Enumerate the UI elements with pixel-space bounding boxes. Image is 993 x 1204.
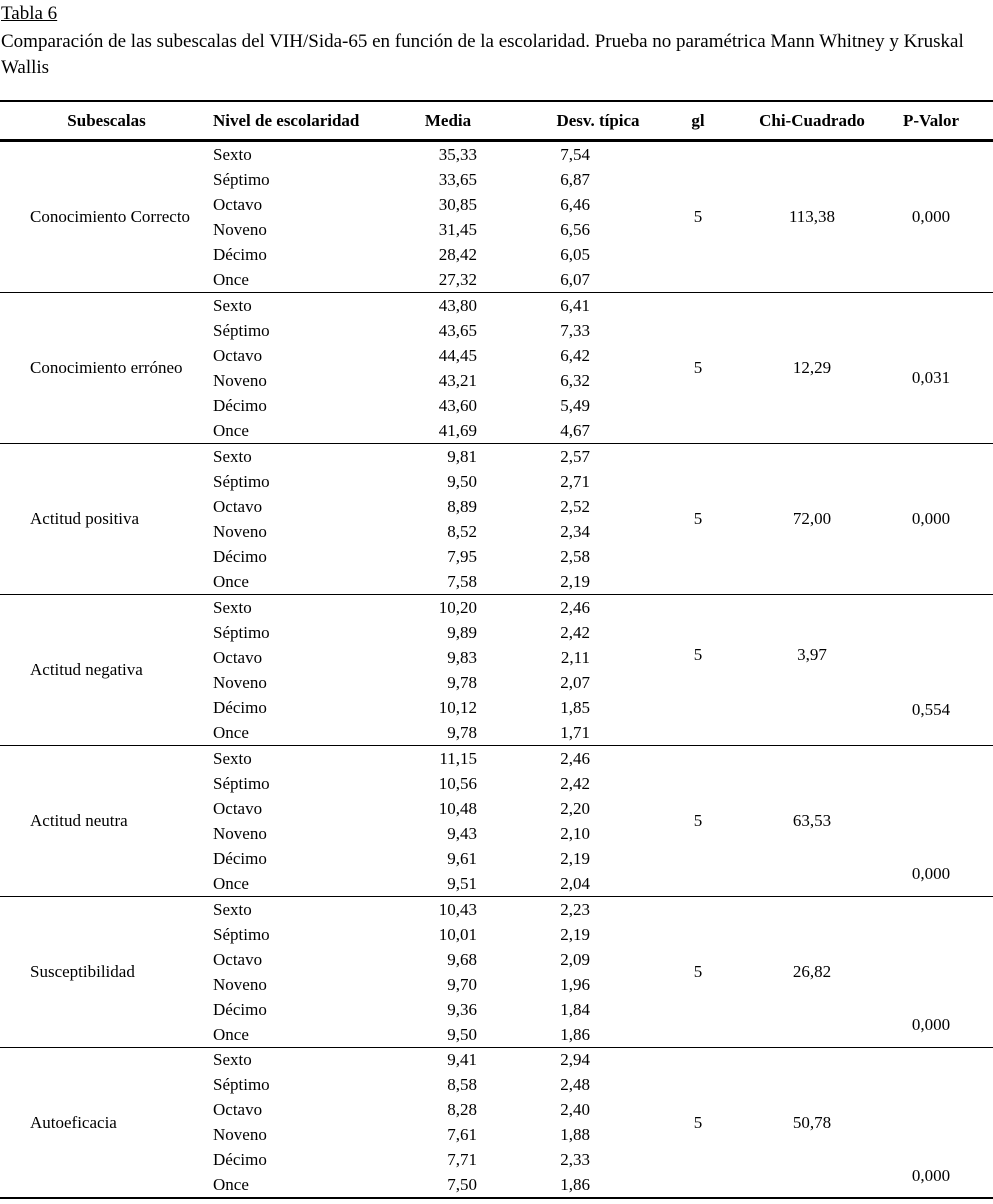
grade-level: Octavo (213, 798, 263, 818)
sd-value: 6,05 (560, 244, 590, 264)
media-value: 10,48 (438, 798, 477, 818)
table-row (213, 1048, 993, 1073)
sd-value: 1,86 (560, 1174, 590, 1194)
subscale-name: Susceptibilidad (30, 962, 135, 981)
grade-level: Octavo (213, 194, 263, 214)
subscale-block (0, 444, 993, 595)
grade-level: Octavo (213, 496, 263, 516)
media-value: 28,42 (438, 244, 477, 264)
header-desv-tipica: Desv. típica (556, 111, 640, 130)
grade-level: Décimo (213, 697, 267, 717)
header-subescalas: Subescalas (67, 111, 146, 130)
sd-value: 2,58 (560, 546, 590, 566)
table-title: Tabla 6 (1, 3, 58, 24)
header-chi-cuadrado: Chi-Cuadrado (759, 111, 865, 130)
subscale-name: Actitud negativa (30, 660, 143, 679)
table-header-row (0, 100, 993, 142)
sd-value: 1,84 (560, 999, 590, 1019)
media-value: 9,43 (447, 823, 477, 843)
table-row (213, 972, 993, 997)
media-value: 43,21 (438, 370, 477, 390)
gl-value: 5 (693, 358, 703, 377)
header-nivel: Nivel de escolaridad (213, 111, 360, 130)
grade-level: Noveno (213, 219, 267, 239)
media-value: 10,12 (438, 697, 477, 717)
header-p-valor: P-Valor (902, 111, 960, 130)
media-value: 44,45 (438, 345, 477, 365)
sd-value: 2,07 (560, 672, 590, 692)
p-value: 0,031 (911, 368, 951, 387)
subscale-block (0, 142, 993, 293)
grade-level: Décimo (213, 848, 267, 868)
grade-level: Octavo (213, 345, 263, 365)
header-gl: gl (691, 111, 705, 130)
grade-level: Séptimo (213, 924, 270, 944)
grade-level: Séptimo (213, 320, 270, 340)
media-value: 43,65 (438, 320, 477, 340)
chi-square-value: 12,29 (792, 358, 832, 377)
sd-value: 2,94 (560, 1050, 590, 1070)
level-rows (213, 595, 993, 745)
table-row (213, 746, 993, 771)
table-row (213, 293, 993, 318)
media-value: 10,56 (438, 773, 477, 793)
p-value: 0,000 (911, 207, 951, 226)
media-value: 9,50 (447, 1024, 477, 1044)
subscale-block (0, 746, 993, 897)
media-value: 9,51 (447, 873, 477, 893)
grade-level: Sexto (213, 144, 252, 164)
media-value: 9,68 (447, 949, 477, 969)
grade-level: Séptimo (213, 622, 270, 642)
table-row (213, 595, 993, 620)
media-value: 9,41 (447, 1050, 477, 1070)
sd-value: 2,11 (560, 647, 590, 667)
media-value: 9,83 (447, 647, 477, 667)
media-value: 10,43 (438, 899, 477, 919)
media-value: 8,58 (447, 1075, 477, 1095)
media-value: 9,78 (447, 722, 477, 742)
p-value: 0,000 (911, 864, 951, 883)
sd-value: 2,52 (560, 496, 590, 516)
sd-value: 6,42 (560, 345, 590, 365)
table-row (213, 469, 993, 494)
grade-level: Sexto (213, 899, 252, 919)
table-row (213, 318, 993, 343)
sd-value: 6,32 (560, 370, 590, 390)
grade-level: Séptimo (213, 169, 270, 189)
table-body (0, 142, 993, 1199)
media-value: 9,36 (447, 999, 477, 1019)
sd-value: 2,19 (560, 571, 590, 591)
media-value: 43,80 (438, 295, 477, 315)
table-row (213, 796, 993, 821)
media-value: 10,20 (438, 597, 477, 617)
table-row (213, 393, 993, 418)
grade-level: Sexto (213, 748, 252, 768)
table-row (213, 771, 993, 796)
table-row (213, 670, 993, 695)
sd-value: 6,87 (560, 169, 590, 189)
grade-level: Décimo (213, 546, 267, 566)
sd-value: 2,42 (560, 773, 590, 793)
media-value: 8,89 (447, 496, 477, 516)
subscale-name: Actitud neutra (30, 811, 128, 830)
sd-value: 2,33 (560, 1149, 590, 1169)
subscale-block (0, 1048, 993, 1199)
gl-value: 5 (693, 509, 703, 528)
chi-square-value: 26,82 (792, 962, 832, 981)
grade-level: Noveno (213, 823, 267, 843)
sd-value: 2,09 (560, 949, 590, 969)
media-value: 11,15 (439, 748, 477, 768)
gl-value: 5 (693, 811, 703, 830)
media-value: 9,50 (447, 471, 477, 491)
table-row (213, 821, 993, 846)
sd-value: 1,85 (560, 697, 590, 717)
grade-level: Décimo (213, 999, 267, 1019)
gl-value: 5 (693, 207, 703, 226)
sd-value: 1,88 (560, 1124, 590, 1144)
table-row (213, 720, 993, 745)
sd-value: 2,10 (560, 823, 590, 843)
grade-level: Once (213, 1024, 249, 1044)
sd-value: 2,19 (560, 924, 590, 944)
grade-level: Sexto (213, 295, 252, 315)
p-value: 0,000 (911, 1165, 951, 1185)
sd-value: 6,07 (560, 269, 590, 289)
table-row (213, 620, 993, 645)
media-value: 7,61 (447, 1124, 477, 1144)
grade-level: Once (213, 571, 249, 591)
media-value: 35,33 (438, 144, 477, 164)
table-row (213, 569, 993, 594)
subscale-name: Autoeficacia (30, 1112, 117, 1132)
chi-square-value: 113,38 (788, 207, 836, 226)
sd-value: 2,46 (560, 597, 590, 617)
p-value: 0,000 (911, 509, 951, 528)
table-row (213, 418, 993, 443)
grade-level: Sexto (213, 1050, 252, 1070)
sd-value: 6,46 (560, 194, 590, 214)
sd-value: 7,54 (560, 144, 590, 164)
grade-level: Décimo (213, 395, 267, 415)
table-caption: Comparación de las subescalas del VIH/Sida-65 en función de la escolaridad. Prueba no paramétrica Mann Whitney y Kruskal Wallis (1, 31, 964, 78)
grade-level: Décimo (213, 1149, 267, 1169)
table-row (213, 947, 993, 972)
chi-square-value: 63,53 (792, 811, 832, 830)
grade-level: Noveno (213, 521, 267, 541)
sd-value: 1,86 (560, 1024, 590, 1044)
statistics-table (0, 100, 993, 1199)
sd-value: 2,04 (560, 873, 590, 893)
grade-level: Séptimo (213, 1075, 270, 1095)
sd-value: 6,41 (560, 295, 590, 315)
sd-value: 4,67 (560, 420, 590, 440)
media-value: 9,61 (447, 848, 477, 868)
chi-square-value: 50,78 (792, 1112, 832, 1132)
sd-value: 2,20 (560, 798, 590, 818)
grade-level: Sexto (213, 597, 252, 617)
media-value: 9,78 (447, 672, 477, 692)
gl-value: 5 (693, 962, 703, 981)
grade-level: Séptimo (213, 471, 270, 491)
media-value: 41,69 (438, 420, 477, 440)
sd-value: 2,46 (560, 748, 590, 768)
sd-value: 2,48 (560, 1075, 590, 1095)
media-value: 9,70 (447, 974, 477, 994)
media-value: 7,58 (447, 571, 477, 591)
table-row (213, 1122, 993, 1147)
sd-value: 2,71 (560, 471, 590, 491)
sd-value: 1,96 (560, 974, 590, 994)
grade-level: Once (213, 420, 249, 440)
media-value: 31,45 (438, 219, 477, 239)
media-value: 7,71 (447, 1149, 477, 1169)
media-value: 27,32 (438, 269, 477, 289)
grade-level: Octavo (213, 647, 263, 667)
table-row (213, 267, 993, 292)
grade-level: Noveno (213, 370, 267, 390)
table-row (213, 142, 993, 167)
table-row (213, 544, 993, 569)
grade-level: Noveno (213, 672, 267, 692)
subscale-block (0, 293, 993, 444)
table-row (213, 1098, 993, 1123)
media-value: 9,89 (447, 622, 477, 642)
table-row (213, 167, 993, 192)
sd-value: 1,71 (560, 722, 590, 742)
media-value: 30,85 (438, 194, 477, 214)
media-value: 10,01 (438, 924, 477, 944)
table-row (213, 645, 993, 670)
sd-value: 7,33 (560, 320, 590, 340)
media-value: 7,95 (447, 546, 477, 566)
grade-level: Décimo (213, 244, 267, 264)
sd-value: 2,34 (560, 521, 590, 541)
grade-level: Once (213, 1174, 249, 1194)
sd-value: 6,56 (560, 219, 590, 239)
table-row (213, 897, 993, 922)
table-row (213, 922, 993, 947)
p-value: 0,000 (911, 1015, 951, 1034)
chi-square-value: 72,00 (792, 509, 832, 528)
media-value: 8,52 (447, 521, 477, 541)
media-value: 33,65 (438, 169, 477, 189)
grade-level: Noveno (213, 974, 267, 994)
gl-value: 5 (693, 645, 703, 664)
grade-level: Once (213, 722, 249, 742)
table-row (213, 444, 993, 469)
sd-value: 2,57 (560, 446, 590, 466)
grade-level: Once (213, 873, 249, 893)
p-value: 0,554 (911, 700, 951, 719)
header-media: Media (424, 111, 472, 130)
media-value: 8,28 (447, 1100, 477, 1120)
table-row (213, 343, 993, 368)
table-row (213, 242, 993, 267)
subscale-name: Conocimiento Correcto (30, 207, 191, 226)
grade-level: Sexto (213, 446, 252, 466)
sd-value: 2,19 (560, 848, 590, 868)
grade-level: Octavo (213, 1100, 263, 1120)
media-value: 9,81 (447, 446, 477, 466)
chi-square-value: 3,97 (797, 645, 827, 664)
media-value: 43,60 (438, 395, 477, 415)
sd-value: 5,49 (560, 395, 590, 415)
subscale-name: Actitud positiva (30, 509, 140, 528)
grade-level: Octavo (213, 949, 263, 969)
subscale-name: Conocimiento erróneo (30, 358, 183, 377)
grade-level: Séptimo (213, 773, 270, 793)
sd-value: 2,40 (560, 1100, 590, 1120)
gl-value: 5 (693, 1112, 703, 1132)
sd-value: 2,23 (560, 899, 590, 919)
grade-level: Noveno (213, 1124, 267, 1144)
media-value: 7,50 (447, 1174, 477, 1194)
grade-level: Once (213, 269, 249, 289)
sd-value: 2,42 (560, 622, 590, 642)
table-row (213, 1073, 993, 1098)
subscale-block (0, 897, 993, 1048)
subscale-block (0, 595, 993, 746)
